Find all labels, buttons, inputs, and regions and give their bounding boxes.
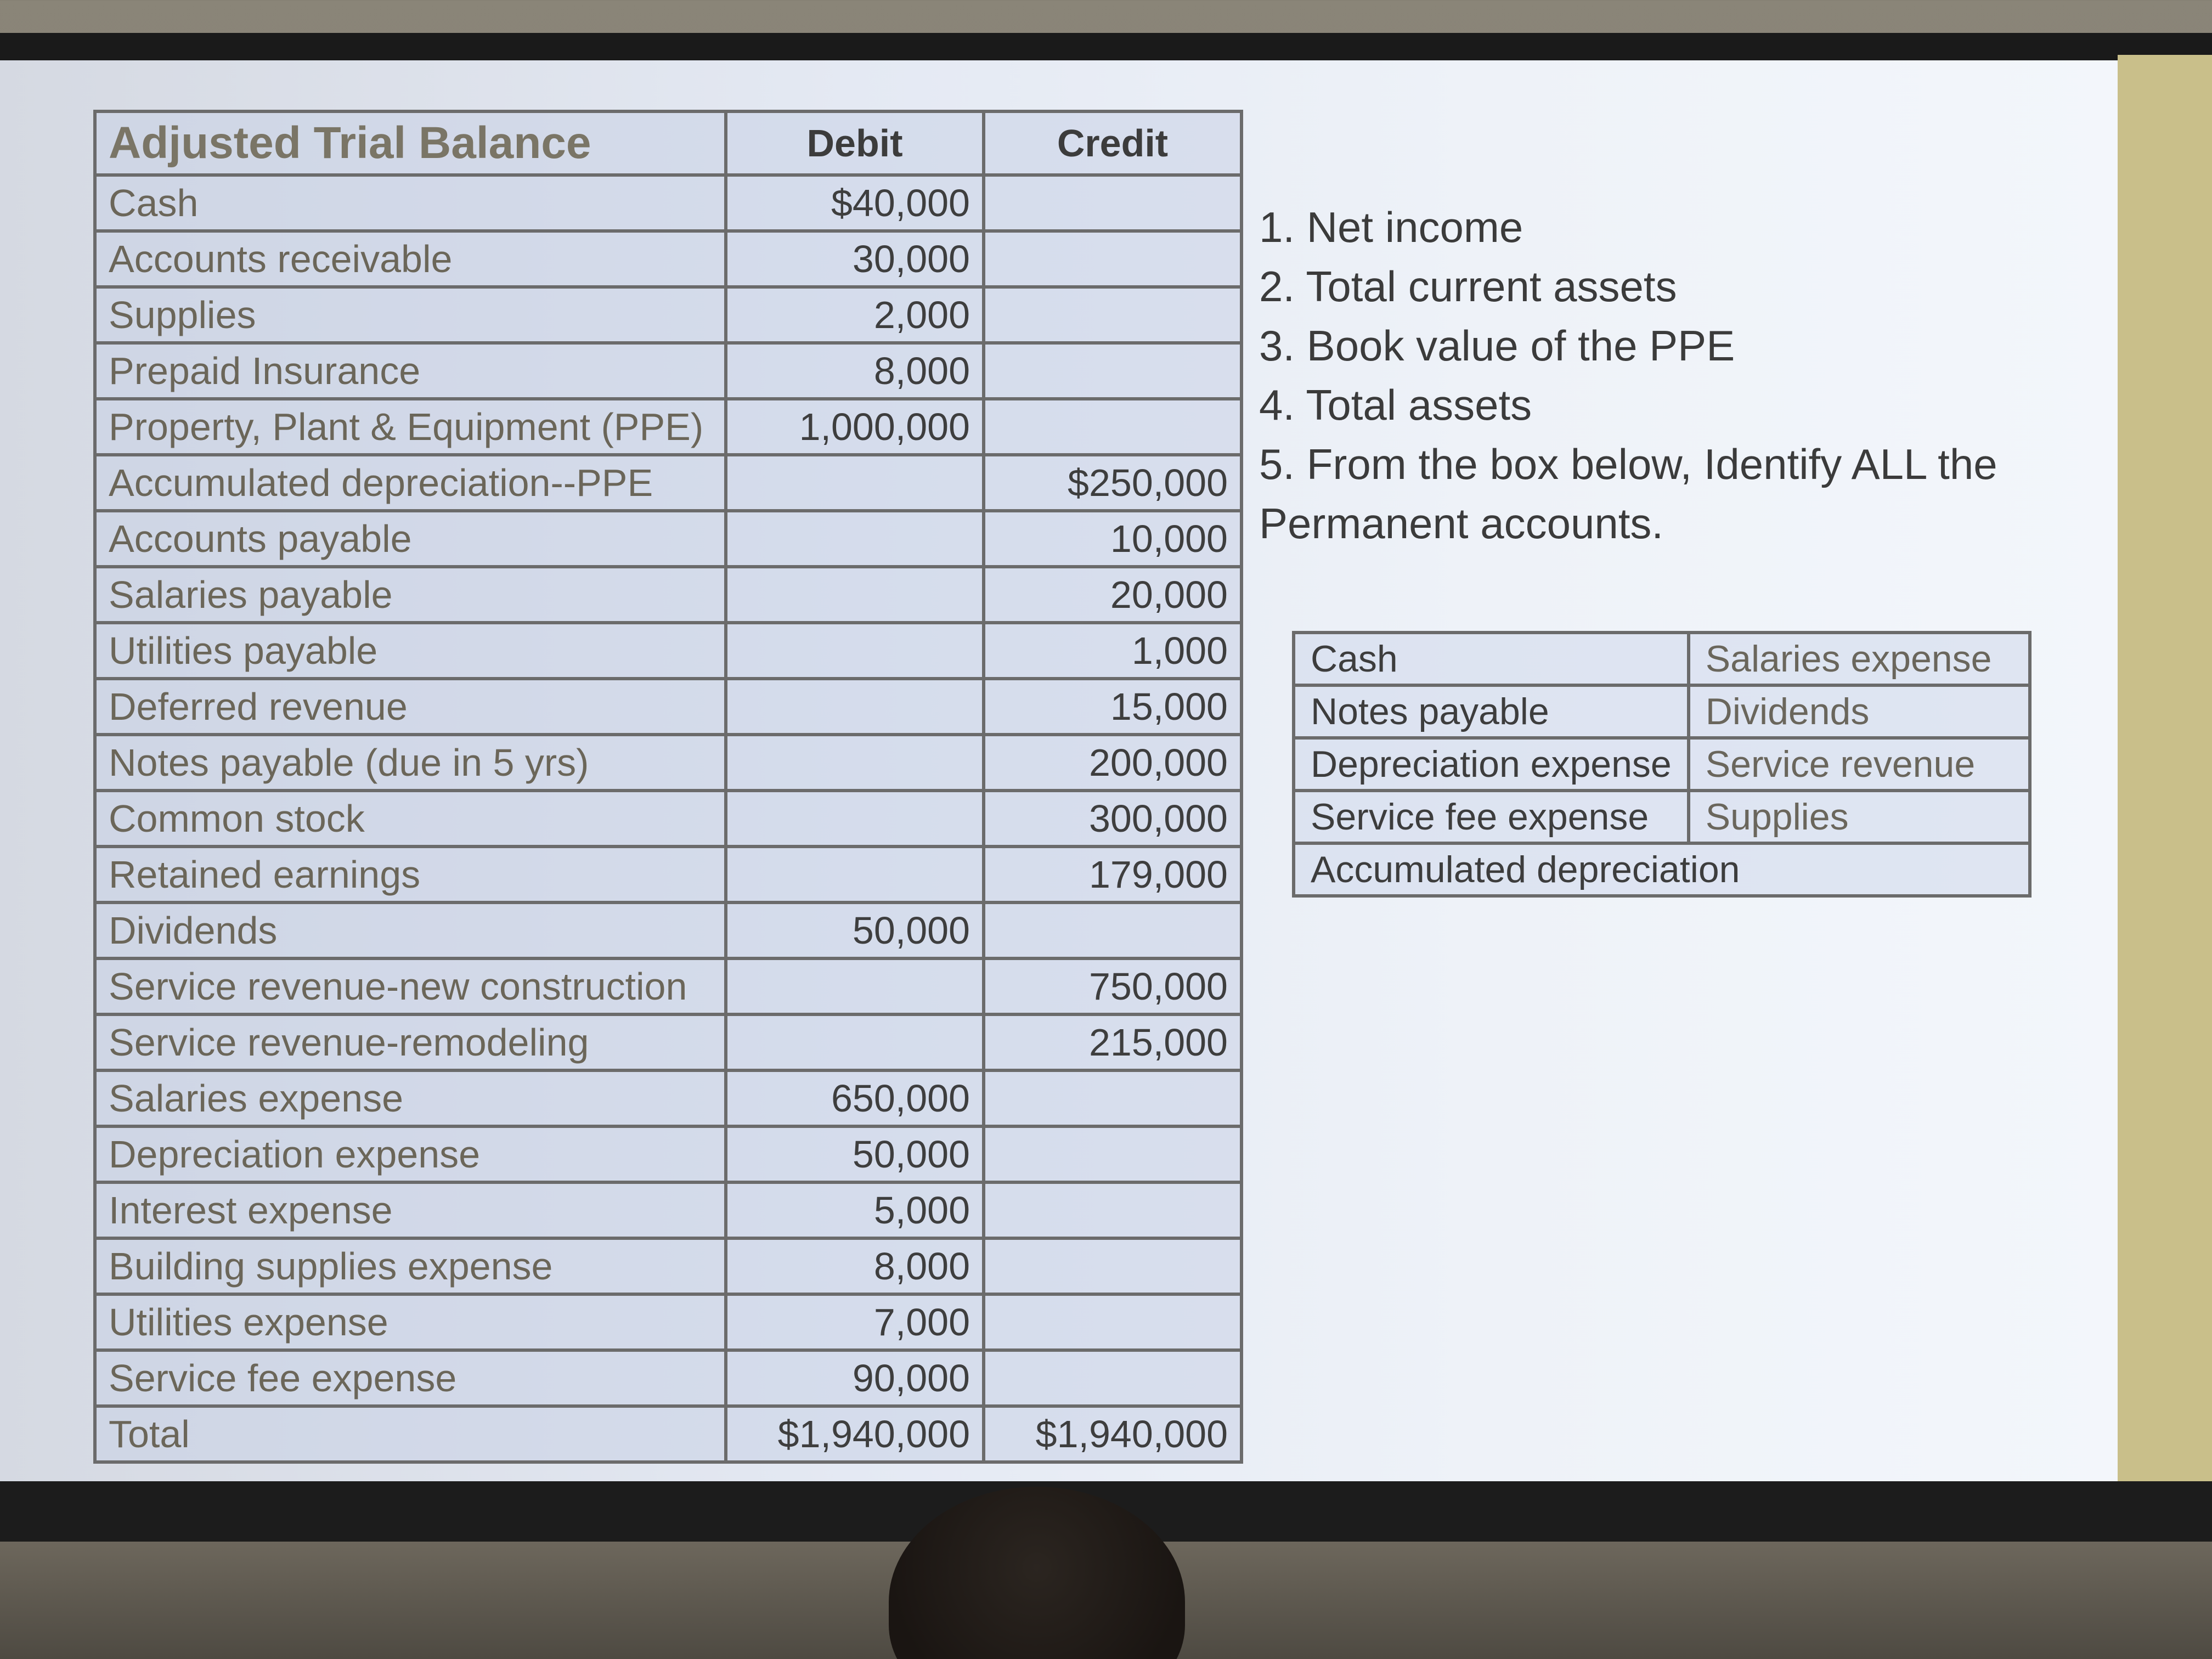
accounts-box-cell: Cash xyxy=(1294,633,1689,685)
table-row xyxy=(95,958,1242,1014)
credit-cell xyxy=(984,902,1242,958)
account-cell: Depreciation expense xyxy=(95,1126,726,1182)
debit-cell: 30,000 xyxy=(726,231,984,287)
account-cell: Salaries payable xyxy=(95,567,726,623)
question-1: 1. Net income xyxy=(1259,203,1523,251)
account-cell: Accounts payable xyxy=(95,511,726,567)
debit-cell: 90,000 xyxy=(726,1350,984,1406)
credit-cell xyxy=(984,1070,1242,1126)
table-row xyxy=(95,455,1242,511)
question-2: 2. Total current assets xyxy=(1259,262,1677,311)
account-cell: Salaries expense xyxy=(95,1070,726,1126)
debit-cell xyxy=(726,567,984,623)
credit-cell xyxy=(984,1350,1242,1406)
credit-cell: 179,000 xyxy=(984,847,1242,902)
debit-cell xyxy=(726,735,984,791)
accounts-box xyxy=(1292,631,2032,898)
table-row xyxy=(95,1070,1242,1126)
debit-cell xyxy=(726,1014,984,1070)
credit-cell: $250,000 xyxy=(984,455,1242,511)
debit-cell xyxy=(726,958,984,1014)
debit-cell: 8,000 xyxy=(726,343,984,399)
question-4: 4. Total assets xyxy=(1259,381,1532,429)
accounts-box-cell: Depreciation expense xyxy=(1294,738,1689,791)
trial-balance-body xyxy=(95,175,1242,1462)
debit-cell xyxy=(726,847,984,902)
credit-cell xyxy=(984,343,1242,399)
wall-right xyxy=(2118,55,2212,1481)
account-cell: Service revenue-remodeling xyxy=(95,1014,726,1070)
account-cell: Retained earnings xyxy=(95,847,726,902)
account-cell: Common stock xyxy=(95,791,726,847)
table-row xyxy=(95,623,1242,679)
total-credit: $1,940,000 xyxy=(984,1406,1242,1462)
question-3: 3. Book value of the PPE xyxy=(1259,321,1735,370)
trial-balance-header-row xyxy=(95,111,1242,175)
debit-cell: 1,000,000 xyxy=(726,399,984,455)
account-cell: Utilities expense xyxy=(95,1294,726,1350)
account-cell: Notes payable (due in 5 yrs) xyxy=(95,735,726,791)
credit-header: Credit xyxy=(984,111,1242,175)
account-cell: Utilities payable xyxy=(95,623,726,679)
debit-cell: 5,000 xyxy=(726,1182,984,1238)
credit-cell xyxy=(984,231,1242,287)
accounts-box-cell: Salaries expense xyxy=(1689,633,2030,685)
accounts-box-row xyxy=(1294,843,2030,896)
total-label: Total xyxy=(95,1406,726,1462)
table-row xyxy=(95,287,1242,343)
table-row xyxy=(95,902,1242,958)
account-cell: Prepaid Insurance xyxy=(95,343,726,399)
credit-cell: 200,000 xyxy=(984,735,1242,791)
credit-cell: 300,000 xyxy=(984,791,1242,847)
account-cell: Building supplies expense xyxy=(95,1238,726,1294)
credit-cell xyxy=(984,175,1242,231)
table-row xyxy=(95,1182,1242,1238)
table-row xyxy=(95,1294,1242,1350)
trial-balance-table xyxy=(93,110,1243,1464)
debit-cell: 650,000 xyxy=(726,1070,984,1126)
account-cell: Interest expense xyxy=(95,1182,726,1238)
table-row xyxy=(95,399,1242,455)
total-debit: $1,940,000 xyxy=(726,1406,984,1462)
credit-cell xyxy=(984,287,1242,343)
accounts-box-cell: Notes payable xyxy=(1294,685,1689,738)
account-cell: Accounts receivable xyxy=(95,231,726,287)
credit-cell: 10,000 xyxy=(984,511,1242,567)
accounts-box-cell: Service revenue xyxy=(1689,738,2030,791)
account-cell: Accumulated depreciation--PPE xyxy=(95,455,726,511)
credit-cell: 215,000 xyxy=(984,1014,1242,1070)
credit-cell: 20,000 xyxy=(984,567,1242,623)
question-list xyxy=(1259,198,2082,553)
debit-header: Debit xyxy=(726,111,984,175)
credit-cell xyxy=(984,1126,1242,1182)
debit-cell: 50,000 xyxy=(726,1126,984,1182)
accounts-box-cell: Service fee expense xyxy=(1294,791,1689,843)
account-cell: Supplies xyxy=(95,287,726,343)
account-cell: Deferred revenue xyxy=(95,679,726,735)
account-cell: Property, Plant & Equipment (PPE) xyxy=(95,399,726,455)
debit-cell: $40,000 xyxy=(726,175,984,231)
credit-cell: 1,000 xyxy=(984,623,1242,679)
credit-cell: 750,000 xyxy=(984,958,1242,1014)
accounts-box-cell: Dividends xyxy=(1689,685,2030,738)
debit-cell: 50,000 xyxy=(726,902,984,958)
table-row xyxy=(95,175,1242,231)
table-row xyxy=(95,735,1242,791)
accounts-box-row xyxy=(1294,685,2030,738)
credit-cell xyxy=(984,399,1242,455)
account-cell: Dividends xyxy=(95,902,726,958)
table-row xyxy=(95,1014,1242,1070)
question-5: 5. From the box below, Identify ALL the Permanent accounts. xyxy=(1259,440,1997,548)
accounts-box-cell: Supplies xyxy=(1689,791,2030,843)
table-row xyxy=(95,343,1242,399)
total-row xyxy=(95,1406,1242,1462)
account-cell: Service fee expense xyxy=(95,1350,726,1406)
debit-cell xyxy=(726,623,984,679)
credit-cell xyxy=(984,1294,1242,1350)
accounts-box-row xyxy=(1294,738,2030,791)
table-row xyxy=(95,231,1242,287)
table-row xyxy=(95,1238,1242,1294)
credit-cell: 15,000 xyxy=(984,679,1242,735)
table-row xyxy=(95,1126,1242,1182)
account-cell: Cash xyxy=(95,175,726,231)
credit-cell xyxy=(984,1238,1242,1294)
table-row xyxy=(95,1350,1242,1406)
debit-cell xyxy=(726,455,984,511)
accounts-box-cell: Accumulated depreciation xyxy=(1294,843,2030,896)
table-row xyxy=(95,679,1242,735)
table-row xyxy=(95,847,1242,902)
table-row xyxy=(95,567,1242,623)
debit-cell: 8,000 xyxy=(726,1238,984,1294)
account-cell: Service revenue-new construction xyxy=(95,958,726,1014)
accounts-box-row xyxy=(1294,633,2030,685)
debit-cell: 7,000 xyxy=(726,1294,984,1350)
trial-balance-title: Adjusted Trial Balance xyxy=(95,111,726,175)
table-row xyxy=(95,511,1242,567)
table-row xyxy=(95,791,1242,847)
debit-cell: 2,000 xyxy=(726,287,984,343)
debit-cell xyxy=(726,791,984,847)
debit-cell xyxy=(726,511,984,567)
accounts-box-row xyxy=(1294,791,2030,843)
debit-cell xyxy=(726,679,984,735)
credit-cell xyxy=(984,1182,1242,1238)
